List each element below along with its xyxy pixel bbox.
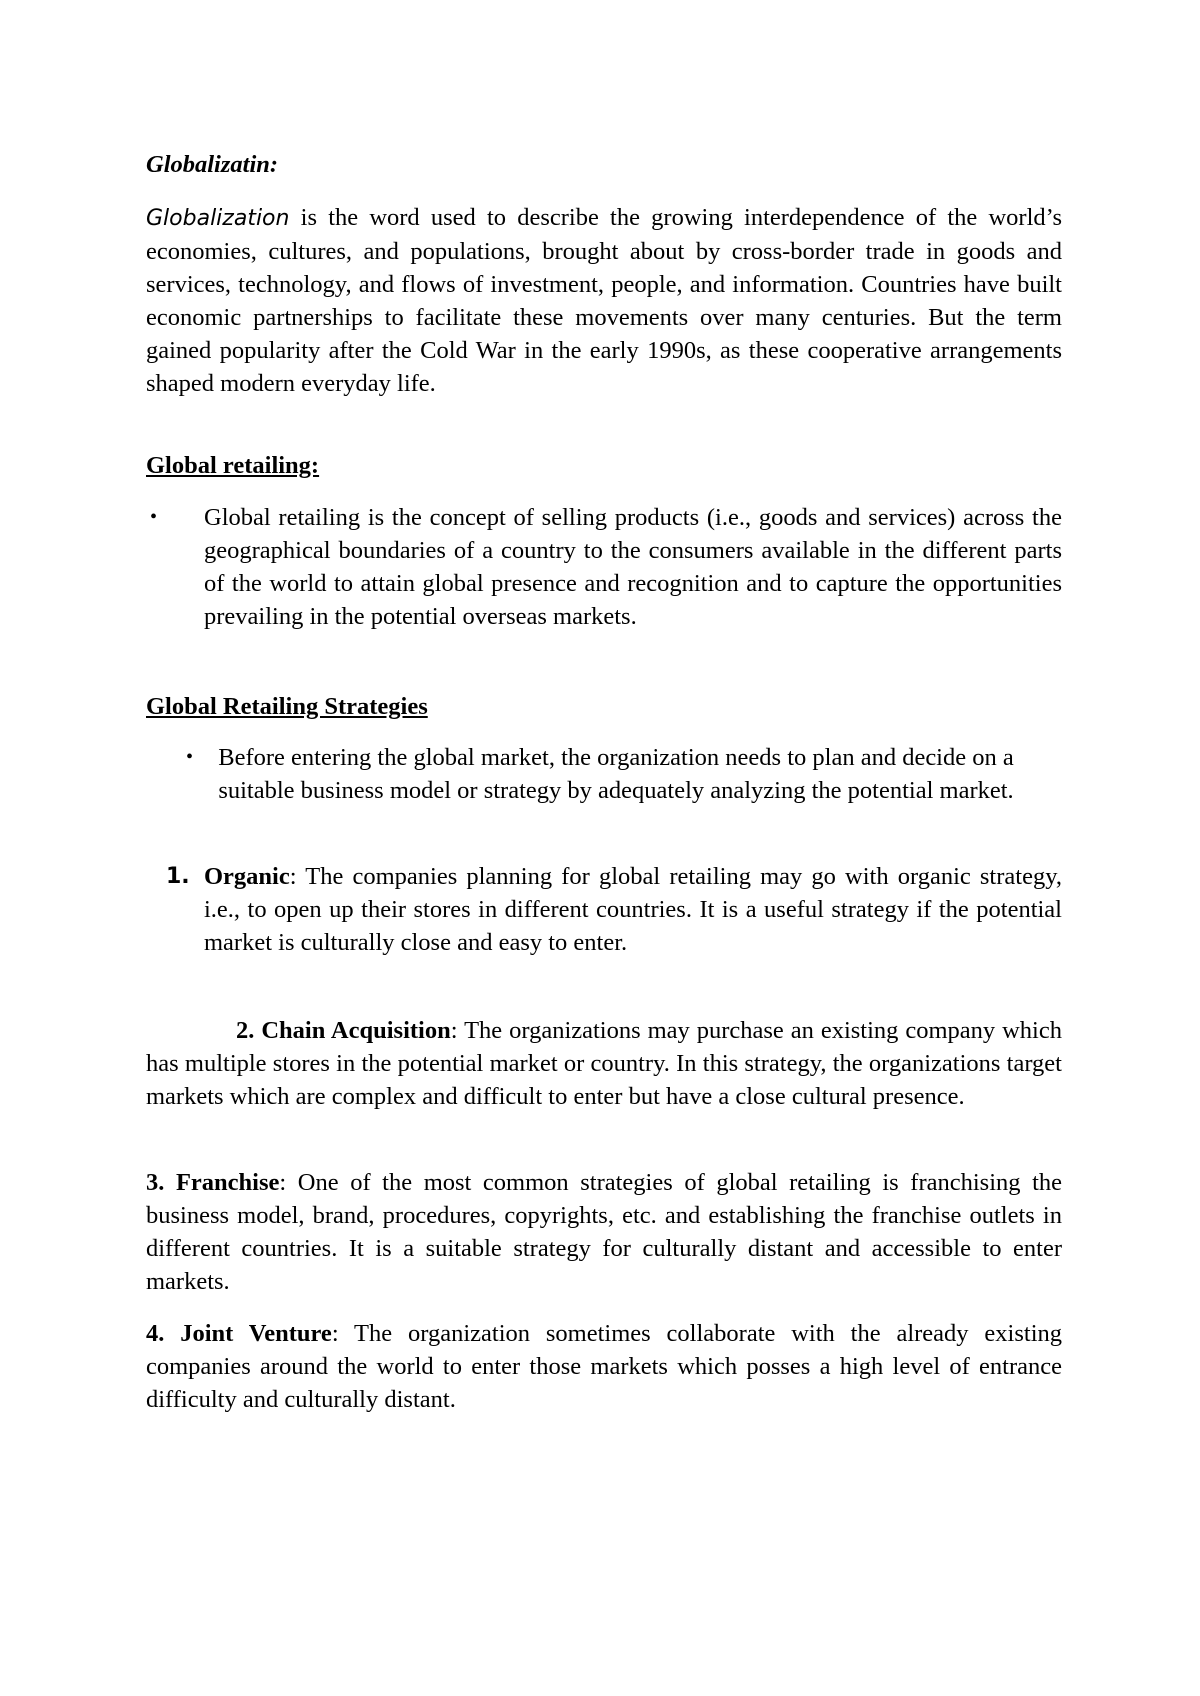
global-retailing-bullet-text: Global retailing is the concept of selling products (i.e., goods and services) across the geographical boundaries of a country to the consumers available in the different parts of the world to attain global presence and recognition and to capture the opportunities prevailing in the potential overseas markets.	[204, 504, 1062, 630]
item-number: 3.	[146, 1169, 165, 1196]
bullet-icon: •	[186, 746, 194, 768]
item-name: Franchise	[175, 1169, 280, 1196]
bullet-icon: •	[150, 506, 158, 528]
strategy-item-organic	[146, 860, 1062, 959]
strategy-item-joint-venture	[146, 1317, 1062, 1416]
strategy-item-chain-acquisition	[146, 1014, 1062, 1113]
strategies-bullet-text: Before entering the global market, the organization needs to plan and decide on a suitable business model or strategy by adequately analyzing the potential market.	[218, 744, 1014, 804]
intro-paragraph	[146, 201, 1062, 400]
strategy-item-franchise	[146, 1166, 1062, 1298]
intro-text: is the word used to describe the growing interdependence of the world’s economies, cultures, and populations, brought about by cross-border trade in goods and services, technology, and flows of investment, people, and information. Countries have built economic partnerships to facilitate these movements over many centuries. But the term gained popularity after the Cold War in the early 1990s, as these cooperative arrangements shaped modern everyday life.	[146, 204, 1062, 397]
item-number: 4.	[146, 1320, 165, 1347]
global-retailing-heading: Global retailing:	[146, 452, 320, 479]
item-description: : The organizations may purchase an existing company which has multiple stores in the potential market or country. In this strategy, the organizations target markets which are complex and difficult to enter but have a close cultural presence.	[146, 1017, 1062, 1110]
item-description: : The companies planning for global retailing may go with organic strategy, i.e., to open up their stores in different countries. It is a useful strategy if the potential market is culturally close and easy to enter.	[204, 863, 1062, 956]
strategies-list-item	[186, 741, 1062, 807]
item-number: 1.	[166, 864, 190, 889]
intro-term: Globalization	[146, 206, 290, 231]
item-text	[204, 860, 1062, 959]
global-retailing-list-item	[146, 501, 1062, 633]
strategies-heading: Global Retailing Strategies	[146, 693, 428, 720]
item-name: Chain Acquisition	[261, 1017, 451, 1044]
page-title: Globalizatin:	[146, 151, 279, 178]
item-name: Organic	[204, 863, 290, 890]
item-description: : The organization sometimes collaborate with the already existing companies around the world to enter those markets which posses a high level of entrance difficulty and culturally distant.	[146, 1320, 1063, 1413]
item-name: Joint Venture	[180, 1320, 332, 1347]
item-number: 2.	[236, 1017, 255, 1044]
item-description: : One of the most common strategies of global retailing is franchising the business model, brand, procedures, copyrights, etc. and establishing the franchise outlets in different countries. It is a suitable strategy for culturally distant and accessible to enter markets.	[146, 1169, 1063, 1295]
